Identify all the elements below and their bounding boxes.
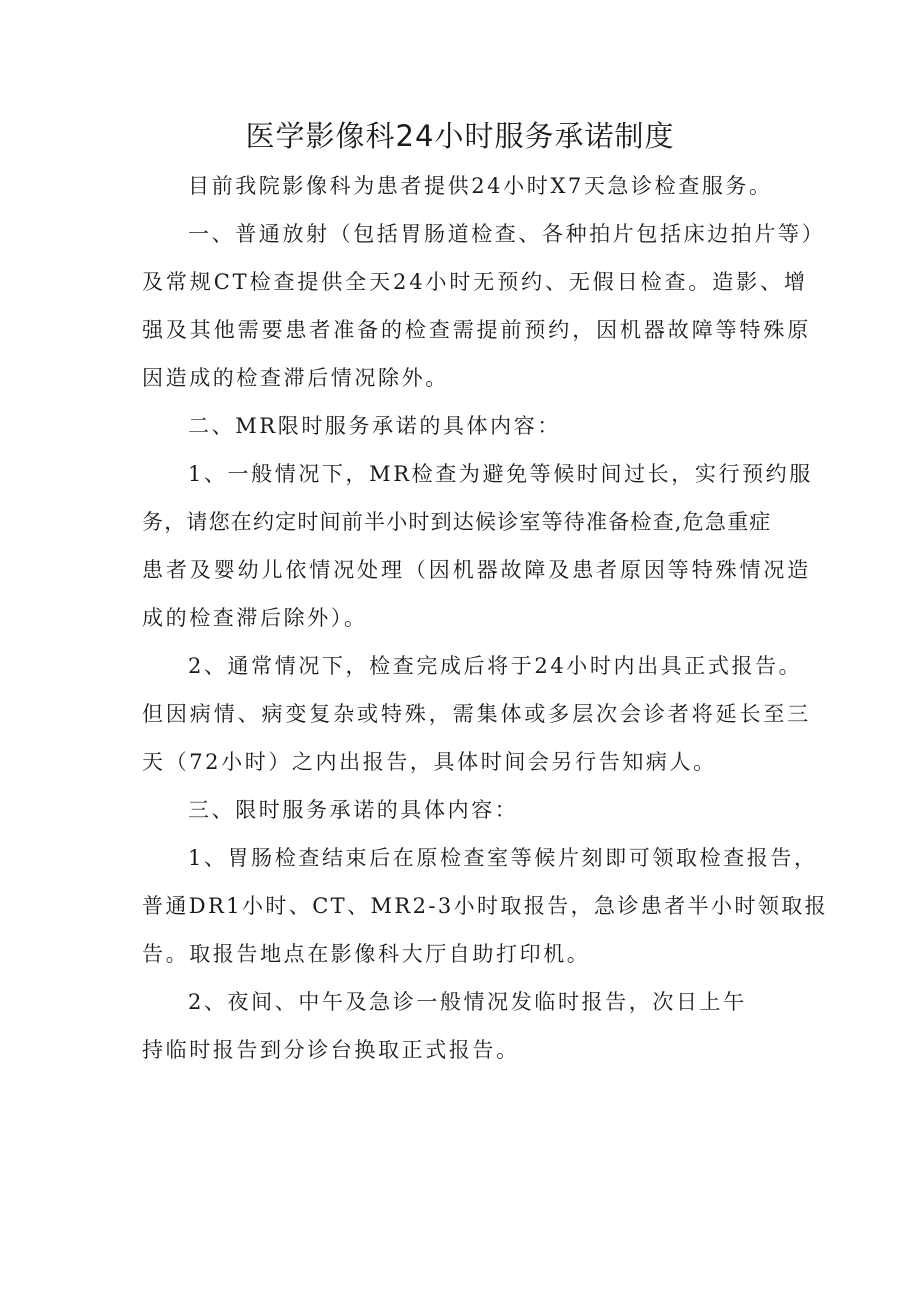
section3-item1-line-1: 1、胃肠检查结束后在原检查室等候片刻即可领取检查报告，	[188, 846, 818, 870]
section2-item2-line-2: 但因病情、病变复杂或特殊，需集体或多层次会诊者将延长至三	[142, 702, 812, 726]
section2-heading: 二、MR限时服务承诺的具体内容：	[188, 414, 561, 438]
section2-item1-line-4: 成的检查滞后除外）。	[142, 606, 368, 630]
section3-item1-line-3: 告。取报告地点在影像科大厅自助打印机。	[142, 942, 591, 966]
section2-item2-line-3: 天（72小时）之内出报告，具体时间会另行告知病人。	[142, 750, 717, 774]
intro-line: 目前我院影像科为患者提供24小时X7天急诊检查服务。	[188, 174, 773, 198]
section2-item1-line-2: 务，请您在约定时间前半小时到达候诊室等待准备检查,危急重症	[142, 510, 772, 534]
section1-line-2: 及常规CT检查提供全天24小时无预约、无假日检查。造影、增	[142, 270, 808, 294]
section1-line-4: 因造成的检查滞后情况除外。	[142, 366, 449, 390]
section1-line-1: 一、普通放射（包括胃肠道检查、各种拍片包括床边拍片等）	[188, 222, 826, 246]
section3-item2-line-1: 2、夜间、中午及急诊一般情况发临时报告，次日上午	[188, 990, 747, 1014]
section3-item1-line-2: 普通DR1小时、CT、MR2-3小时取报告，急诊患者半小时领取报	[142, 894, 829, 918]
document-title: 医学影像科24小时服务承诺制度	[245, 119, 675, 153]
section3-heading: 三、限时服务承诺的具体内容：	[188, 798, 519, 822]
section2-item1-line-1: 1、一般情况下，MR检查为避免等候时间过长，实行预约服	[188, 462, 813, 486]
section1-line-3: 强及其他需要患者准备的检查需提前预约，因机器故障等特殊原	[142, 318, 812, 342]
section2-item2-line-1: 2、通常情况下，检查完成后将于24小时内出具正式报告。	[188, 654, 803, 678]
section2-item1-line-3: 患者及婴幼儿依情况处理（因机器故障及患者原因等特殊情况造	[142, 558, 812, 582]
section3-item2-line-2: 持临时报告到分诊台换取正式报告。	[142, 1038, 520, 1062]
